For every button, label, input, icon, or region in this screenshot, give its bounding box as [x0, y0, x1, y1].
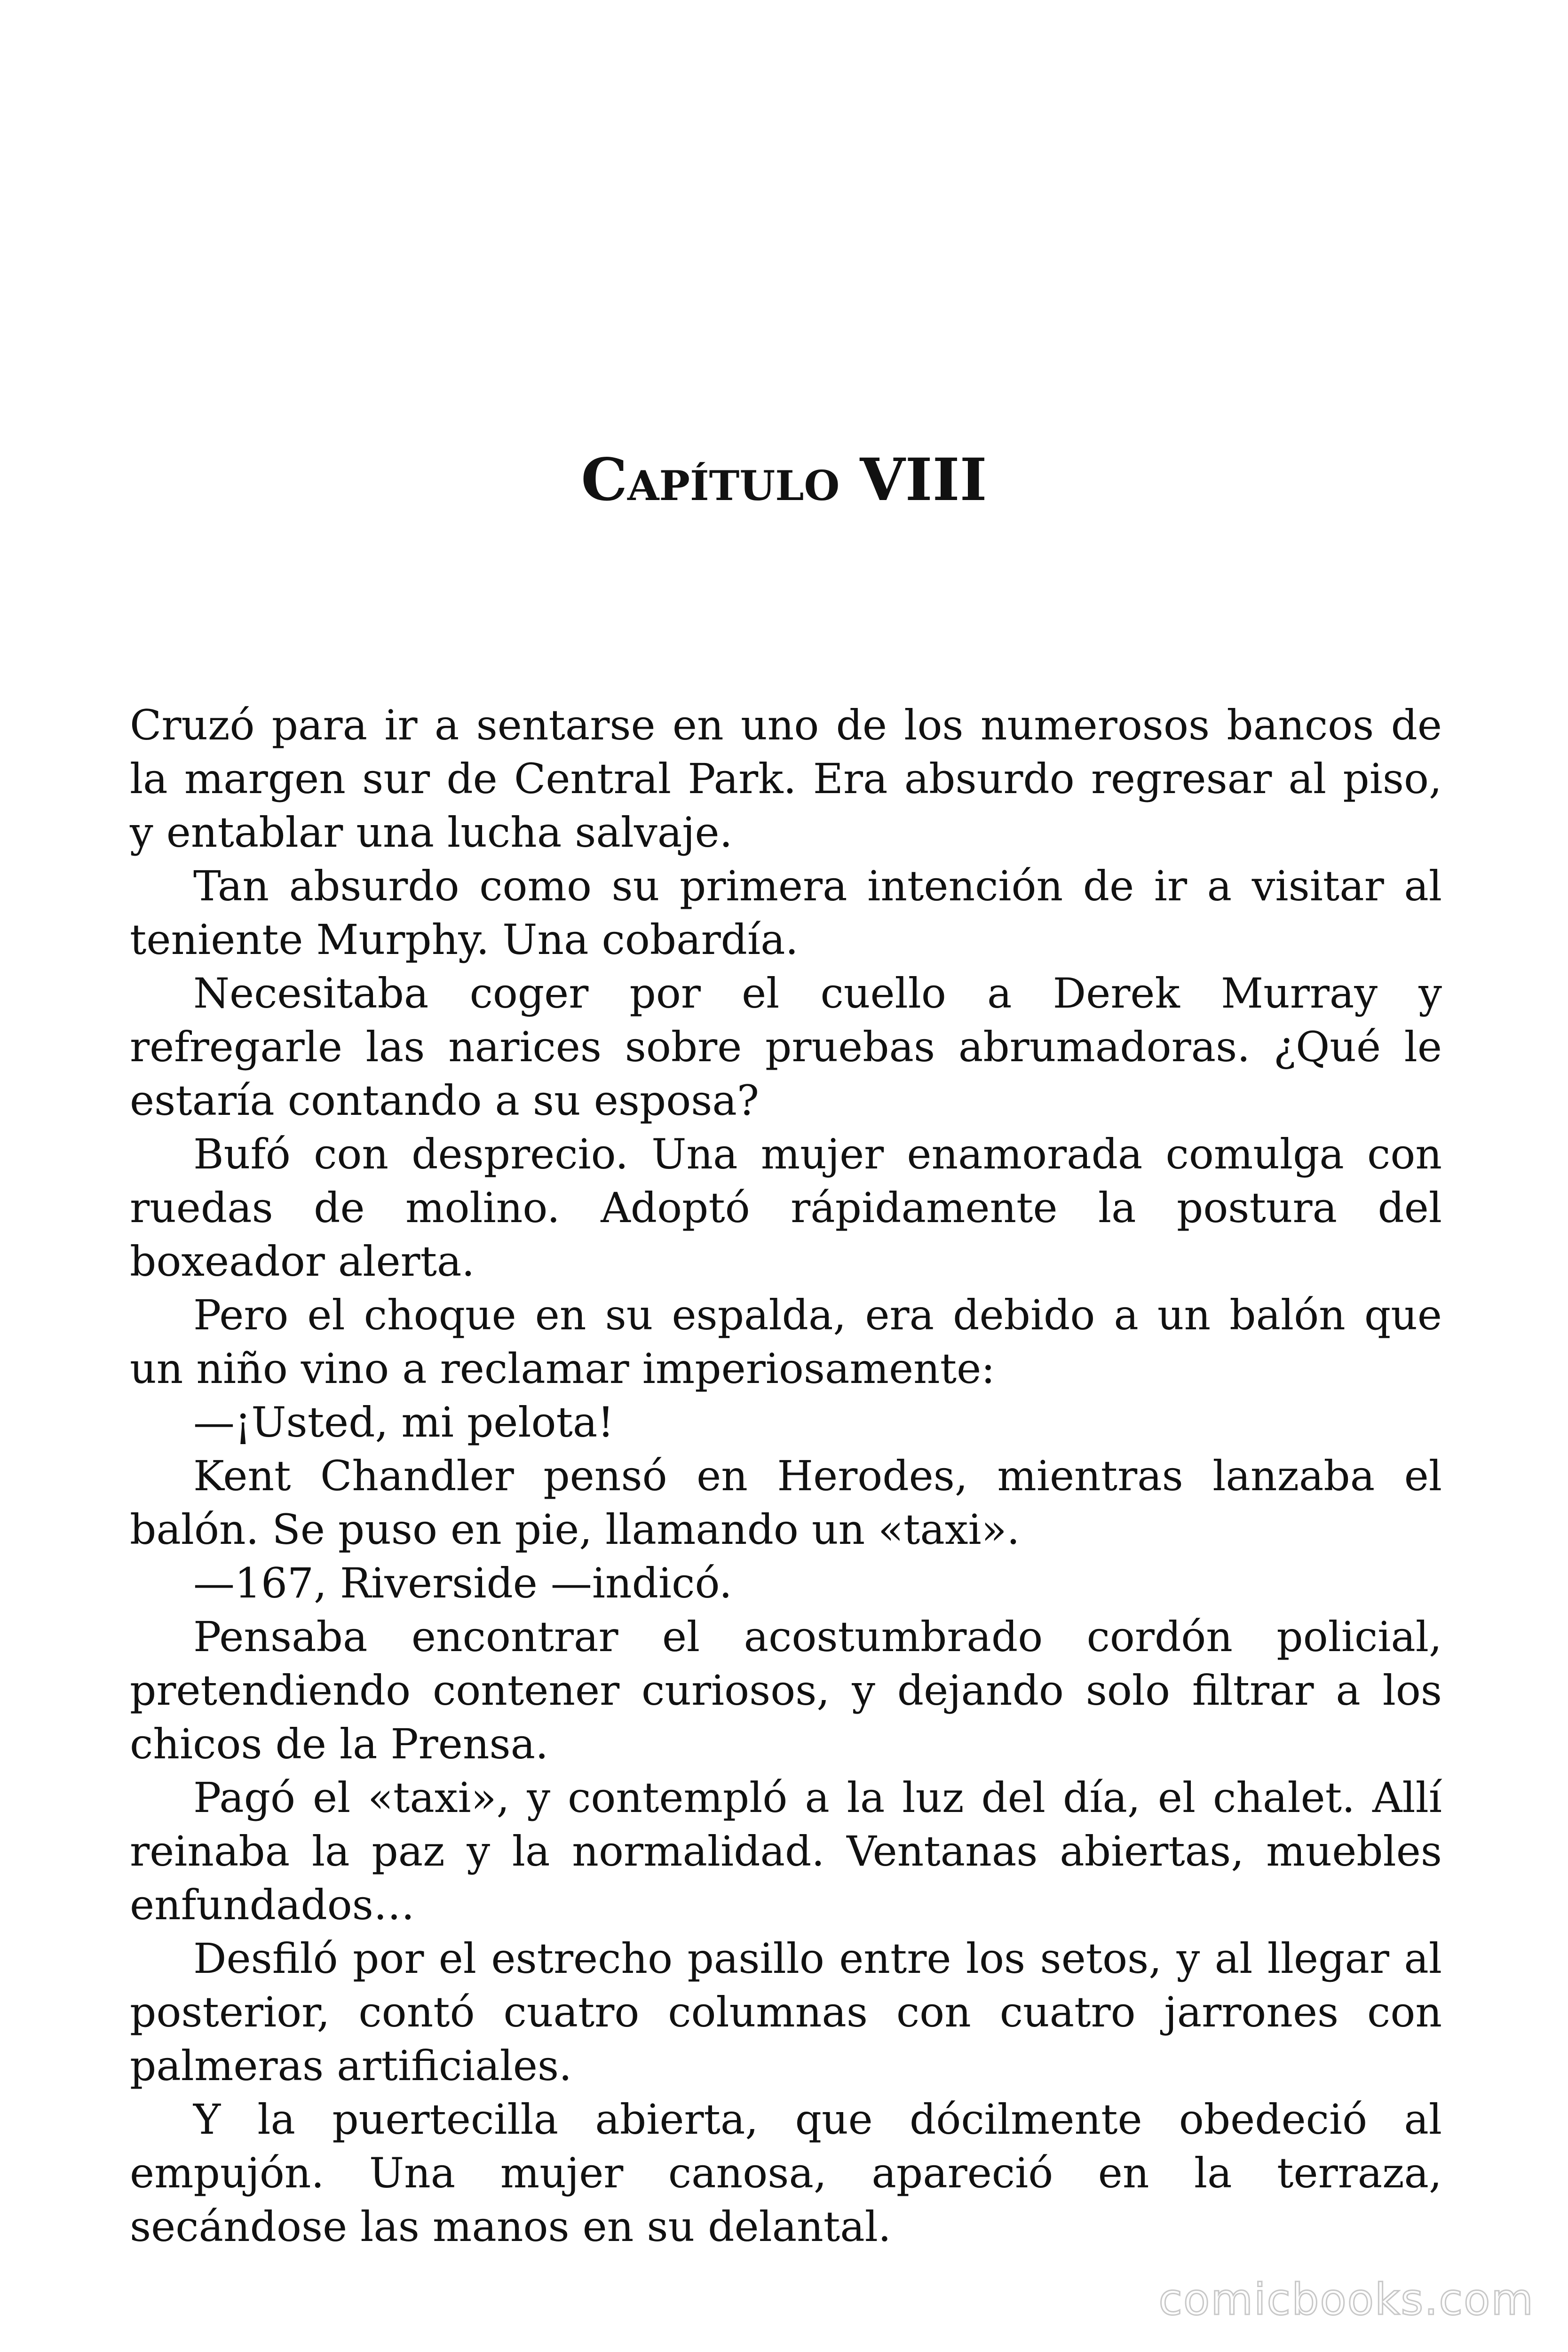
paragraph-3: Necesitaba coger por el cuello a Derek Murray y refregarle las narices sobre pruebas abrumadoras. ¿Qué le estaría contando a su esposa?: [130, 969, 1442, 1125]
paragraph-2: Tan absurdo como su primera intención de ir a visitar al teniente Murphy. Una cobardía.: [130, 862, 1442, 964]
paragraph-8: —167, Riverside —indicó.: [193, 1559, 732, 1607]
paragraph-11: Desfiló por el estrecho pasillo entre los setos, y al llegar al posterior, contó cuatro columnas con cuatro jarrones con palmeras artificiales.: [130, 1934, 1442, 2090]
paragraph-9: Pensaba encontrar el acostumbrado cordón policial, pretendiendo contener curiosos, y dejando solo filtrar a los chicos de la Prensa.: [130, 1613, 1442, 1768]
paragraph-4: Bufó con desprecio. Una mujer enamorada comulga con ruedas de molino. Adoptó rápidamente la postura del boxeador alerta.: [130, 1130, 1442, 1286]
paragraph-6: —¡Usted, mi pelota!: [193, 1398, 614, 1446]
chapter-body: [130, 699, 1442, 2254]
watermark: comicbooks.com: [1158, 2274, 1534, 2325]
paragraph-10: Pagó el «taxi», y contempló a la luz del día, el chalet. Allí reinaba la paz y la normalidad. Ventanas abiertas, muebles enfundados…: [130, 1773, 1442, 1929]
paragraph-5: Pero el choque en su espalda, era debido a un balón que un niño vino a reclamar imperiosamente:: [130, 1291, 1442, 1393]
paragraph-7: Kent Chandler pensó en Herodes, mientras lanzaba el balón. Se puso en pie, llamando un «taxi».: [130, 1452, 1442, 1554]
paragraph-12: Y la puertecilla abierta, que dócilmente obedeció al empujón. Una mujer canosa, apareció en la terraza, secándose las manos en su delantal.: [130, 2095, 1442, 2251]
paragraph-1: Cruzó para ir a sentarse en uno de los numerosos bancos de la margen sur de Central Park. Era absurdo regresar al piso, y entablar una lucha salvaje.: [130, 701, 1442, 857]
chapter-title: Capítulo VIII: [581, 446, 987, 514]
